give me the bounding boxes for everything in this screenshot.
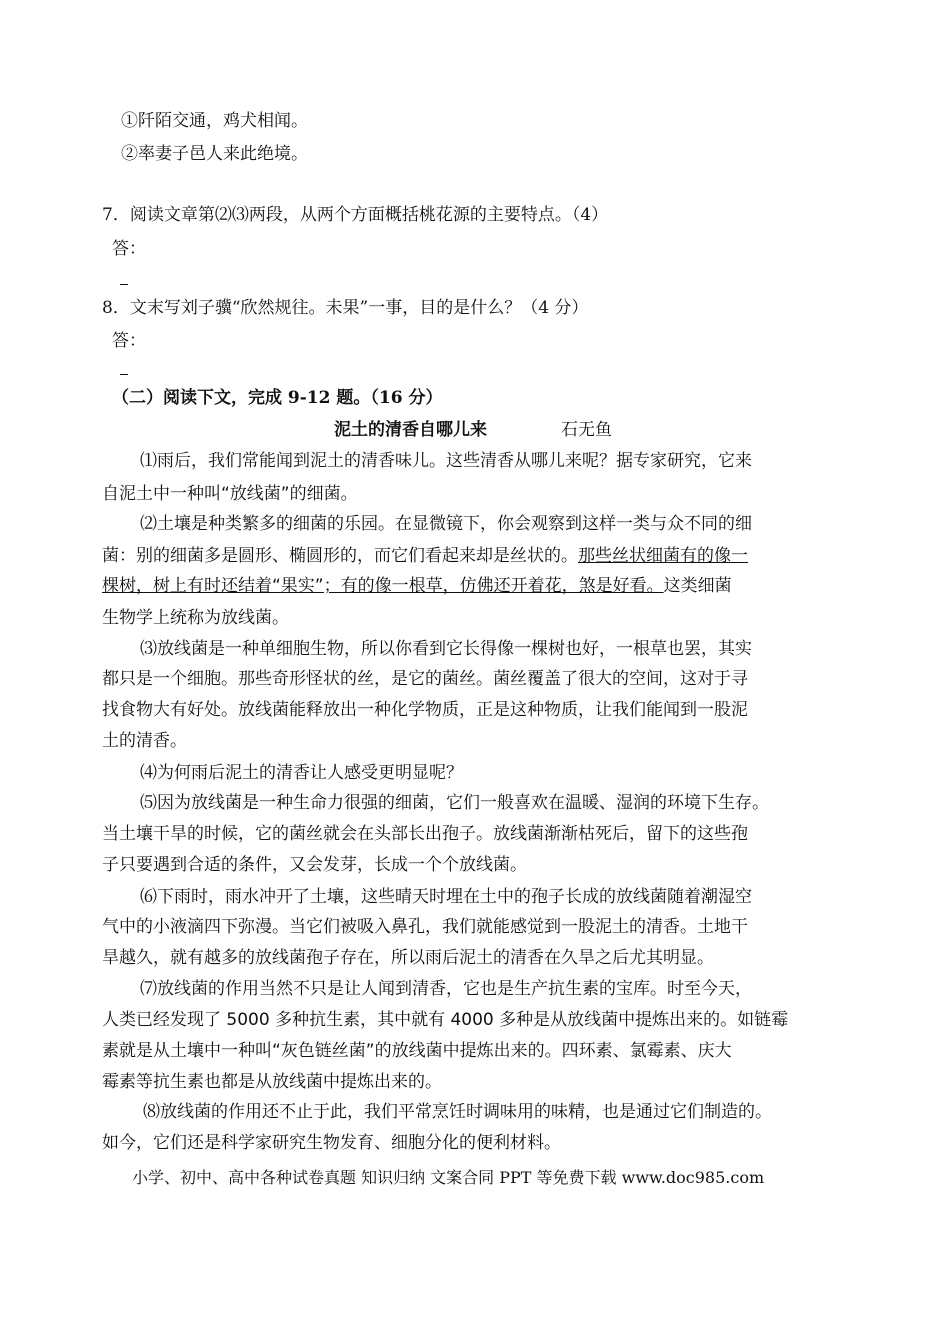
paragraph-7-line: 素就是从土壤中一种叫“灰色链丝菌”的放线菌中提炼出来的。四环素、氯霉素、庆大 [102, 1041, 732, 1061]
question-7-answer-label: 答： [112, 239, 146, 259]
paragraph-1-line: 自泥土中一种叫“放线菌”的细菌。 [102, 484, 358, 504]
paragraph-2-line [102, 574, 732, 598]
paragraph-3-line: 都只是一个细胞。那些奇形怪状的丝，是它的菌丝。菌丝覆盖了很大的空间，这对于寻 [102, 669, 748, 689]
quote-item-2: ②率妻子邑人来此绝境。 [121, 144, 308, 164]
article-author: 石无鱼 [561, 420, 612, 440]
answer-blank-line [120, 374, 128, 375]
question-8-answer-label: 答： [112, 331, 146, 351]
paragraph-2-line: ⑵土壤是种类繁多的细菌的乐园。在显微镜下，你会观察到这样一类与众不同的细 [140, 514, 752, 534]
underlined-sentence: 那些丝状细菌有的像一 [578, 546, 748, 566]
paragraph-2-line: 生物学上统称为放线菌。 [102, 608, 289, 628]
paragraph-5-line: 当土壤干旱的时候，它的菌丝就会在头部长出孢子。放线菌渐渐枯死后，留下的这些孢 [102, 824, 748, 844]
question-8: 8．文末写刘子骥“欣然规往。未果”一事，目的是什么？（4 分） [102, 298, 589, 318]
paragraph-1-line: ⑴雨后，我们常能闻到泥土的清香味儿。这些清香从哪儿来呢？据专家研究，它来 [140, 451, 752, 471]
paragraph-8-line: 如今，它们还是科学家研究生物发育、细胞分化的便利材料。 [102, 1133, 561, 1153]
answer-blank-line [120, 284, 128, 285]
section-heading: （二）阅读下文，完成 9-12 题。（16 分） [112, 388, 443, 408]
paragraph-6-line: 气中的小液滴四下弥漫。当它们被吸入鼻孔，我们就能感觉到一股泥土的清香。土地干 [102, 917, 748, 937]
paragraph-3-line: 找食物大有好处。放线菌能释放出一种化学物质，正是这种物质，让我们能闻到一股泥 [102, 700, 748, 720]
paragraph-2-line [102, 544, 748, 568]
footer-text: 小学、初中、高中各种试卷真题 知识归纳 文案合同 PPT 等免费下载 www.doc985.com [132, 1168, 765, 1187]
paragraph-6-line: 旱越久，就有越多的放线菌孢子存在，所以雨后泥土的清香在久旱之后尤其明显。 [102, 948, 714, 968]
paragraph-8-line: ⑻放线菌的作用还不止于此，我们平常烹饪时调味用的味精，也是通过它们制造的。 [143, 1102, 772, 1122]
underlined-sentence: 棵树，树上有时还结着“果实”；有的像一根草，仿佛还开着花，煞是好看。 [102, 576, 664, 596]
paragraph-5-line: ⑸因为放线菌是一种生命力很强的细菌，它们一般喜欢在温暖、湿润的环境下生存。 [140, 793, 769, 813]
article-title: 泥土的清香自哪儿来 [334, 420, 487, 440]
paragraph-2-text: 这类细菌 [663, 576, 732, 596]
paragraph-2-text: 菌：别的细菌多是圆形、椭圆形的，而它们看起来却是丝状的。 [102, 546, 578, 566]
quote-item-1: ①阡陌交通，鸡犬相闻。 [121, 111, 308, 131]
paragraph-3-line: 土的清香。 [102, 731, 187, 751]
paragraph-7-line: ⑺放线菌的作用当然不只是让人闻到清香，它也是生产抗生素的宝库。时至今天， [140, 979, 752, 999]
paragraph-4-line: ⑷为何雨后泥土的清香让人感受更明显呢？ [140, 763, 463, 783]
paragraph-6-line: ⑹下雨时，雨水冲开了土壤，这些晴天时埋在土中的孢子长成的放线菌随着潮湿空 [140, 887, 752, 907]
paragraph-5-line: 子只要遇到合适的条件，又会发芽，长成一个个放线菌。 [102, 855, 527, 875]
question-7: 7．阅读文章第⑵⑶两段，从两个方面概括桃花源的主要特点。（4） [102, 205, 609, 225]
paragraph-7-line: 人类已经发现了 5000 多种抗生素，其中就有 4000 多种是从放线菌中提炼出来的。如链霉 [102, 1010, 789, 1030]
paragraph-7-line: 霉素等抗生素也都是从放线菌中提炼出来的。 [102, 1072, 442, 1092]
paragraph-3-line: ⑶放线菌是一种单细胞生物，所以你看到它长得像一棵树也好，一根草也罢，其实 [140, 639, 752, 659]
